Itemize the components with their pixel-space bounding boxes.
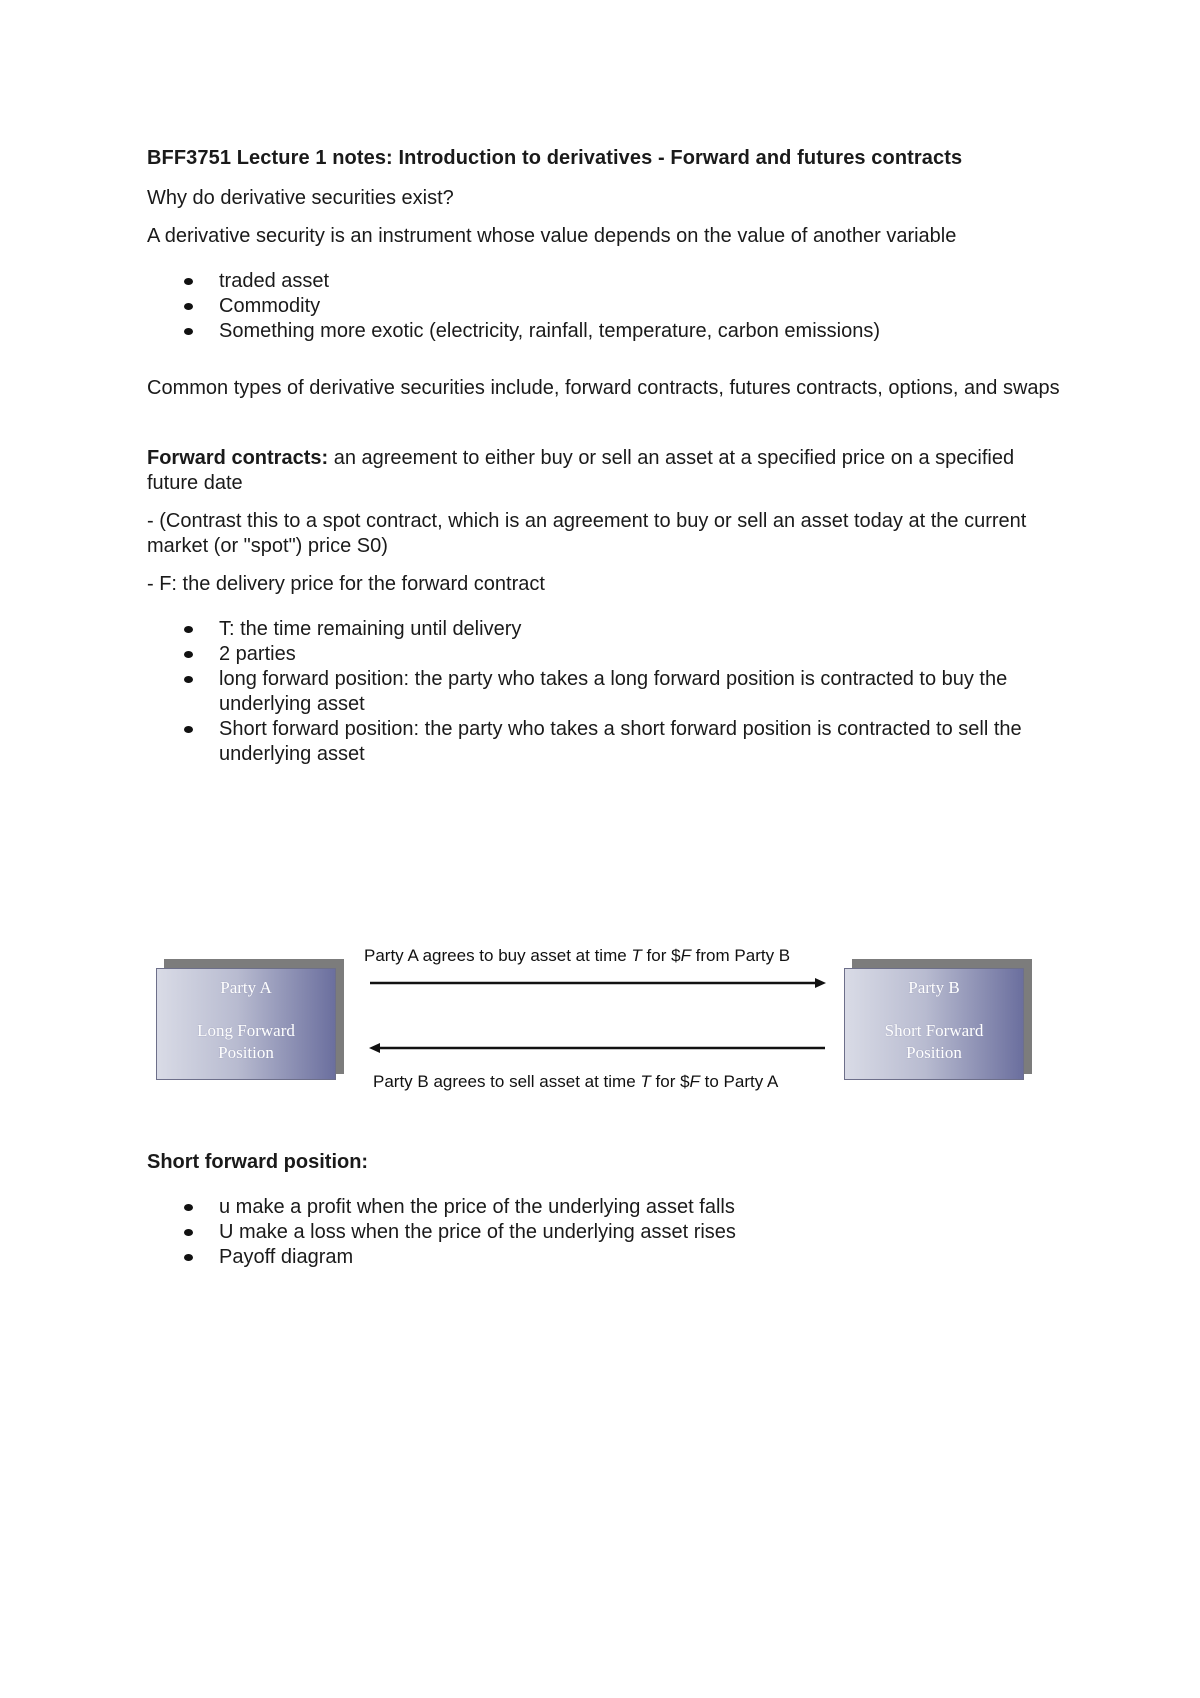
list-item: Short forward position: the party who takes a short forward position is contracted to sell the underlying asset bbox=[219, 717, 1067, 767]
party-a-role-1: Long Forward bbox=[197, 1021, 295, 1040]
list-item: Commodity bbox=[219, 294, 1067, 319]
short-list bbox=[147, 1195, 1067, 1270]
list-item: long forward position: the party who takes a long forward position is contracted to buy the underlying asset bbox=[219, 667, 1067, 717]
forward-definition-text: an agreement to either buy or sell an asset at a specified price on a specified future date bbox=[147, 447, 1015, 494]
label-text: for $ bbox=[641, 946, 681, 965]
party-b-name: Party B bbox=[908, 978, 960, 997]
label-text: Party B agrees to sell asset at time bbox=[373, 1072, 641, 1091]
intro-question: Why do derivative securities exist? bbox=[147, 187, 454, 209]
list-item: u make a profit when the price of the underlying asset falls bbox=[219, 1195, 1067, 1220]
short-position-section bbox=[147, 1150, 1067, 1270]
spot-contrast: - (Contrast this to a spot contract, which is an agreement to buy or sell an asset today at the current market (or "spot") price S0) bbox=[147, 510, 1027, 557]
underlying-list bbox=[147, 269, 1067, 344]
title-prefix: BFF3751 Lecture 1 notes: bbox=[147, 147, 399, 169]
list-item: Something more exotic (electricity, rainfall, temperature, carbon emissions) bbox=[219, 319, 1067, 344]
label-text: from Party B bbox=[690, 946, 791, 965]
delivery-price: - F: the delivery price for the forward contract bbox=[147, 573, 545, 595]
party-a-name: Party A bbox=[220, 978, 272, 997]
forward-list bbox=[147, 617, 1067, 767]
short-heading: Short forward position: bbox=[147, 1151, 369, 1173]
label-t: T bbox=[631, 946, 642, 965]
diagram-arrows bbox=[155, 912, 1060, 1102]
title-main: Introduction to derivatives - Forward and futures contracts bbox=[398, 147, 963, 169]
buy-arrowhead bbox=[815, 978, 826, 988]
label-text: to Party A bbox=[699, 1072, 779, 1091]
party-a-role-2: Position bbox=[218, 1043, 274, 1062]
label-f: F bbox=[680, 946, 691, 965]
list-item: Payoff diagram bbox=[219, 1245, 1067, 1270]
document-title bbox=[147, 146, 1067, 171]
party-b-role-1: Short Forward bbox=[884, 1021, 984, 1040]
forward-contract-diagram bbox=[155, 912, 1060, 1102]
label-t: T bbox=[640, 1072, 651, 1091]
label-text: for $ bbox=[650, 1072, 690, 1091]
list-item: traded asset bbox=[219, 269, 1067, 294]
party-b-role-2: Position bbox=[906, 1043, 962, 1062]
forward-heading: Forward contracts: bbox=[147, 447, 329, 469]
derivative-types: Common types of derivative securities include, forward contracts, futures contracts, options, and swaps bbox=[147, 377, 1060, 399]
label-text: Party A agrees to buy asset at time bbox=[364, 946, 632, 965]
list-item: 2 parties bbox=[219, 642, 1067, 667]
list-item: T: the time remaining until delivery bbox=[219, 617, 1067, 642]
forward-definition bbox=[147, 446, 1067, 496]
document-body bbox=[147, 146, 1067, 767]
sell-arrowhead bbox=[369, 1043, 380, 1053]
list-item: U make a loss when the price of the underlying asset rises bbox=[219, 1220, 1067, 1245]
derivative-definition: A derivative security is an instrument whose value depends on the value of another variable bbox=[147, 225, 957, 247]
label-f: F bbox=[689, 1072, 700, 1091]
